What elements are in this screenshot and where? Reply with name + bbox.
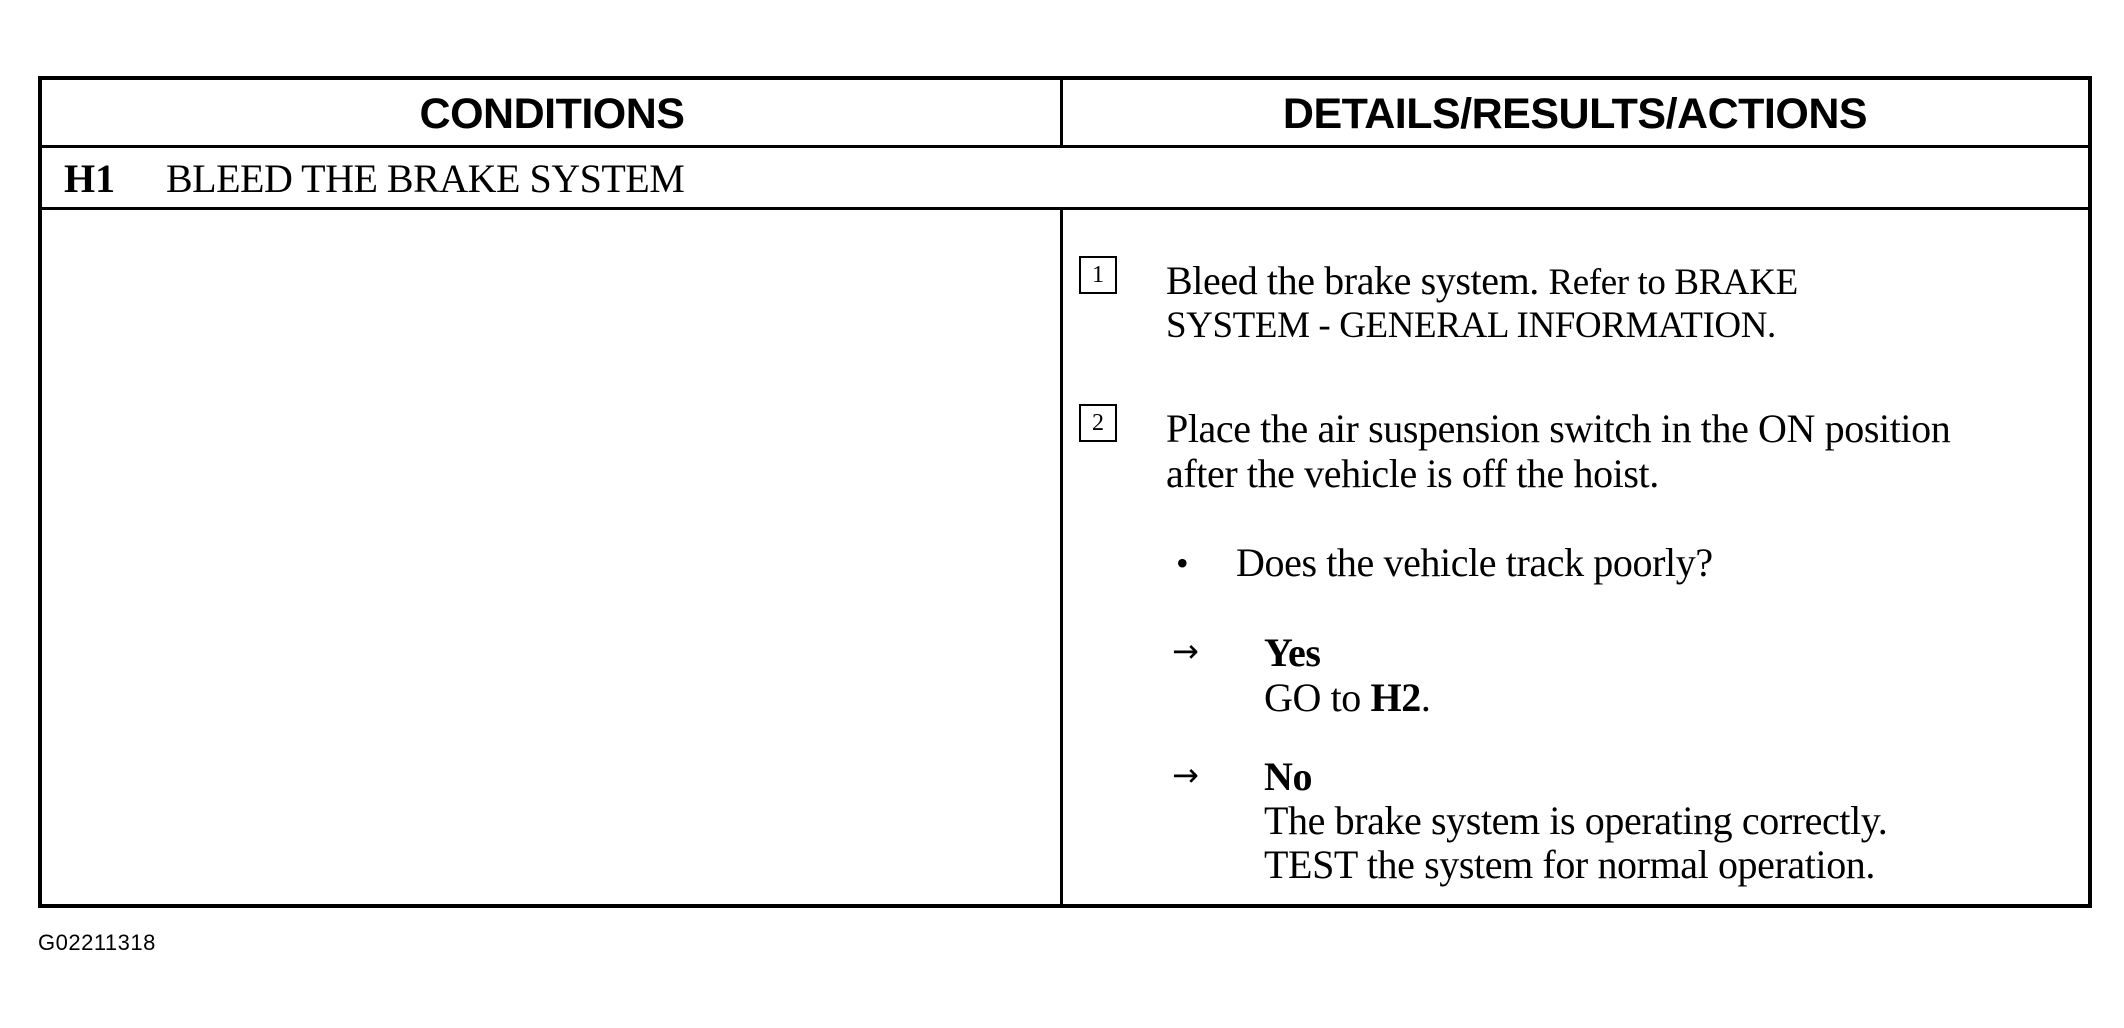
yes-label: Yes bbox=[1264, 630, 1321, 675]
step-1-reference-line1: Refer to BRAKE bbox=[1548, 262, 1798, 303]
step-1-text bbox=[1166, 258, 1798, 306]
no-line2: TEST the system for normal operation. bbox=[1264, 842, 1876, 887]
no-line1: The brake system is operating correctly. bbox=[1264, 798, 1888, 843]
diagnostic-table bbox=[38, 76, 2092, 908]
yes-action-target: H2 bbox=[1370, 675, 1421, 720]
yes-action-suffix: . bbox=[1420, 675, 1431, 720]
figure-id: G02211318 bbox=[38, 930, 156, 955]
step-1-instruction: Bleed the brake system. bbox=[1166, 258, 1539, 303]
yes-action bbox=[1264, 675, 1430, 721]
step-2-line2: after the vehicle is off the hoist. bbox=[1166, 451, 1659, 496]
section-id: H1 bbox=[64, 156, 116, 201]
question-bullet: • bbox=[1176, 543, 1189, 583]
yes-arrow-icon: → bbox=[1172, 632, 1199, 670]
step-2-number-box: 2 bbox=[1079, 404, 1117, 442]
yes-action-prefix: GO to bbox=[1264, 675, 1361, 720]
step-1-reference-line2: SYSTEM - GENERAL INFORMATION. bbox=[1166, 305, 1776, 346]
step-1-number-box: 1 bbox=[1079, 256, 1117, 294]
question-text: Does the vehicle track poorly? bbox=[1236, 540, 1713, 585]
conditions-header: CONDITIONS bbox=[419, 90, 685, 138]
section-title: BLEED THE BRAKE SYSTEM bbox=[166, 156, 685, 201]
no-arrow-icon: → bbox=[1172, 756, 1199, 794]
details-header: DETAILS/RESULTS/ACTIONS bbox=[1282, 90, 1868, 138]
no-label: No bbox=[1264, 754, 1313, 799]
step-2-line1: Place the air suspension switch in the ON position bbox=[1166, 406, 1951, 451]
details-column bbox=[42, 80, 2088, 904]
